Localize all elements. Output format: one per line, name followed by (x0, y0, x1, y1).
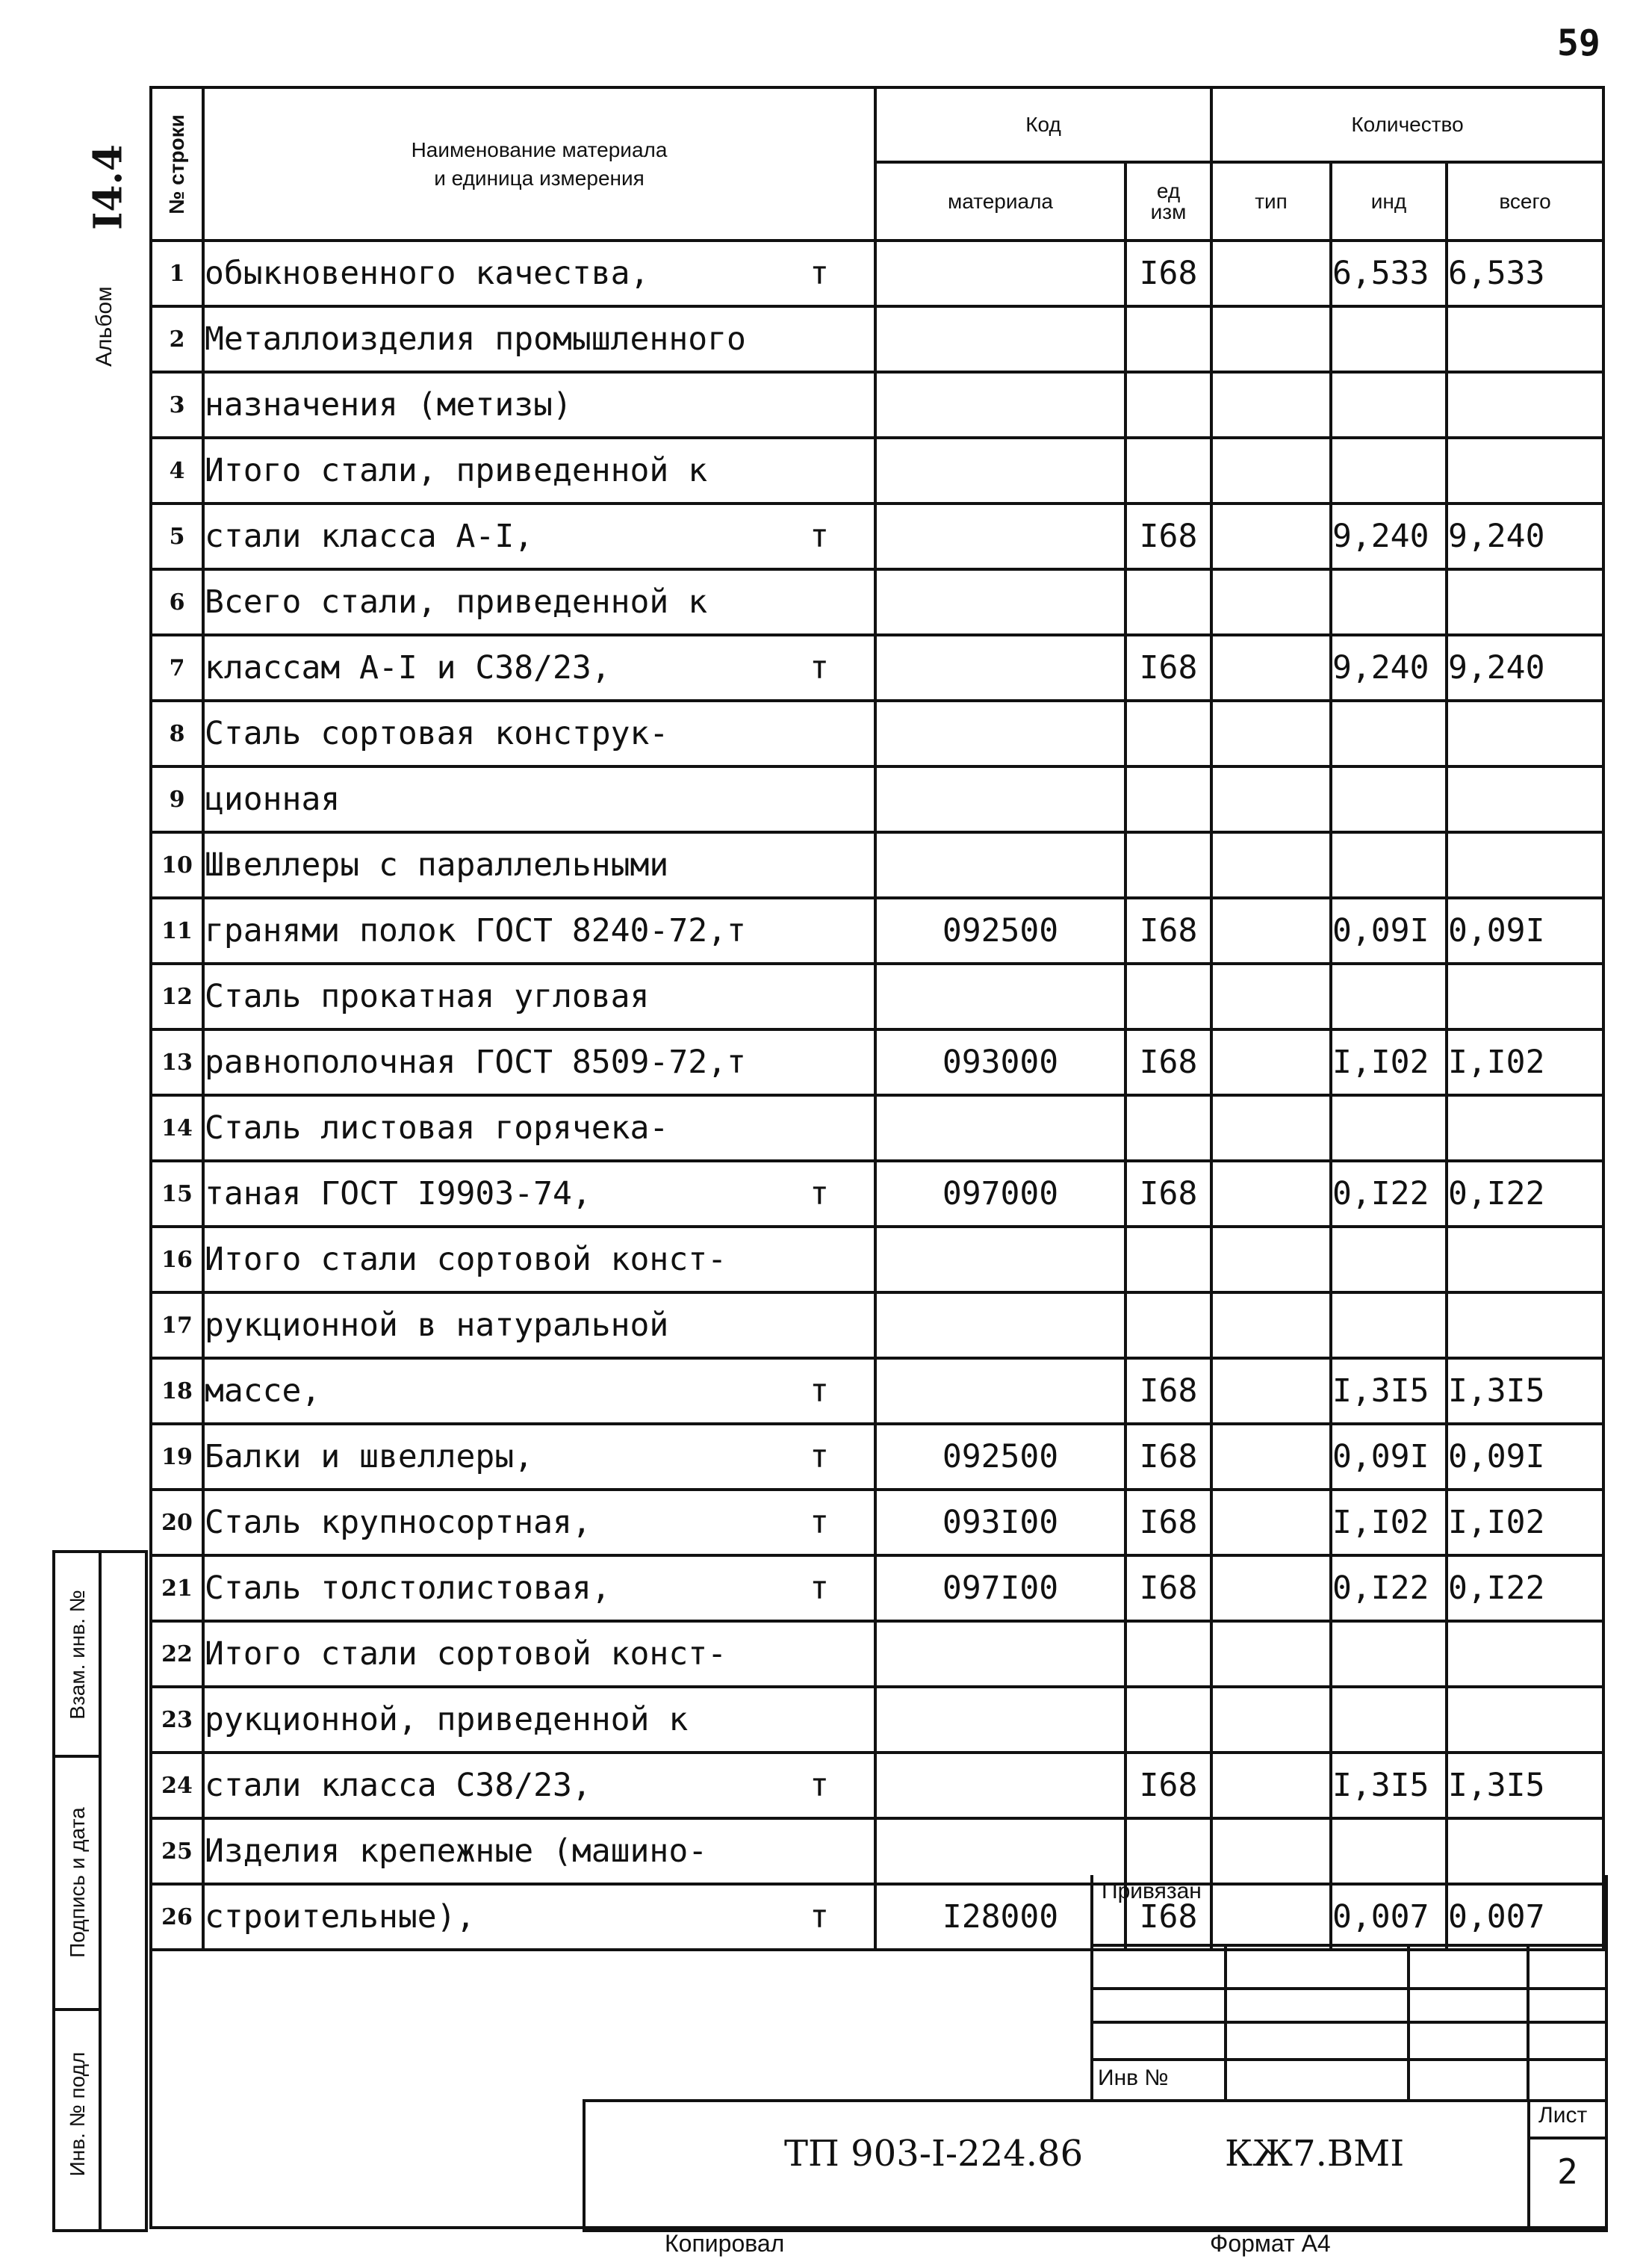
unit-code-cell: I68 (1125, 1358, 1211, 1424)
unit-code-cell (1125, 438, 1211, 504)
qty-type-cell (1211, 569, 1331, 635)
qty-total-cell (1447, 1687, 1603, 1753)
table-row (151, 1095, 1603, 1161)
qty-ind-cell (1331, 1292, 1447, 1358)
qty-total-cell: I,I02 (1447, 1490, 1603, 1555)
qty-type-cell (1211, 1029, 1331, 1095)
material-name-cell (203, 504, 875, 569)
material-name-cell (203, 964, 875, 1029)
qty-type-cell (1211, 1095, 1331, 1161)
qty-type-cell (1211, 1621, 1331, 1687)
material-name-text: Сталь прокатная угловая (205, 978, 650, 1015)
material-name-text: Всего стали, приведенной к (205, 583, 708, 621)
material-name-text: Итого стали, приведенной к (205, 452, 708, 489)
material-code-cell: 097I00 (875, 1555, 1125, 1621)
material-name-text: Швеллеры с параллельными (205, 846, 669, 884)
material-name-cell (203, 438, 875, 504)
material-code-cell (875, 1818, 1125, 1884)
table-row (151, 569, 1603, 635)
qty-total-cell (1447, 438, 1603, 504)
unit-code-cell (1125, 964, 1211, 1029)
row-number-cell: 3 (151, 372, 203, 438)
unit-code-cell: I68 (1125, 635, 1211, 701)
material-name-cell (203, 1029, 875, 1095)
table-row (151, 635, 1603, 701)
sidebar-signature-label: Подпись и дата (66, 1807, 89, 1958)
row-number-cell: 15 (151, 1161, 203, 1227)
qty-ind-cell (1331, 832, 1447, 898)
qty-type-cell (1211, 635, 1331, 701)
material-code-cell (875, 241, 1125, 306)
qty-ind-cell: 0,007 (1331, 1884, 1447, 1950)
row-number-cell: 26 (151, 1884, 203, 1950)
material-code-cell (875, 306, 1125, 372)
qty-ind-cell: 0,I22 (1331, 1161, 1447, 1227)
qty-total-cell: 6,533 (1447, 241, 1603, 306)
copied-by-label: Копировал (665, 2230, 785, 2257)
row-number-cell: 16 (151, 1227, 203, 1292)
material-code-cell: 092500 (875, 898, 1125, 964)
unit-text: т (810, 255, 829, 292)
row-number-cell: 10 (151, 832, 203, 898)
materials-table (149, 86, 1605, 1951)
table-row (151, 1687, 1603, 1753)
sidebar-inv-label: Инв. № подл (66, 2051, 89, 2177)
material-name-text: строительные), (205, 1898, 476, 1936)
document-mark: КЖ7.ВМI (1225, 2133, 1405, 2175)
qty-ind-cell (1331, 1621, 1447, 1687)
qty-total-cell: 9,240 (1447, 504, 1603, 569)
unit-code-cell (1125, 1687, 1211, 1753)
qty-ind-cell (1331, 1818, 1447, 1884)
qty-type-cell (1211, 1818, 1331, 1884)
material-name-text: стали класса С38/23, (205, 1767, 591, 1804)
unit-text: т (810, 1372, 829, 1410)
row-number-cell: 21 (151, 1555, 203, 1621)
material-name-text: ционная (205, 781, 341, 818)
qty-total-cell (1447, 1621, 1603, 1687)
material-name-text: рукционной, приведенной к (205, 1701, 689, 1738)
unit-text: т (810, 1898, 829, 1936)
unit-code-cell (1125, 306, 1211, 372)
unit-code-cell (1125, 1095, 1211, 1161)
material-name-cell (203, 1818, 875, 1884)
row-number-cell: 14 (151, 1095, 203, 1161)
qty-ind-cell: I,3I5 (1331, 1358, 1447, 1424)
qty-total-cell (1447, 1292, 1603, 1358)
qty-ind-cell (1331, 1687, 1447, 1753)
material-name-text: массе, (205, 1372, 321, 1410)
qty-type-cell (1211, 1227, 1331, 1292)
material-name-cell (203, 701, 875, 766)
qty-type-cell (1211, 306, 1331, 372)
qty-type-cell (1211, 1424, 1331, 1490)
material-name-cell (203, 1161, 875, 1227)
material-name-cell (203, 1687, 875, 1753)
material-code-cell (875, 832, 1125, 898)
qty-ind-cell (1331, 766, 1447, 832)
unit-code-cell: I68 (1125, 1753, 1211, 1818)
table-row (151, 438, 1603, 504)
material-code-cell (875, 964, 1125, 1029)
material-name-cell (203, 635, 875, 701)
qty-ind-header: инд (1331, 162, 1447, 241)
row-number-cell: 9 (151, 766, 203, 832)
format-label: Формат А4 (1210, 2230, 1331, 2257)
material-name-cell (203, 1358, 875, 1424)
row-number-cell: 7 (151, 635, 203, 701)
row-number-cell: 17 (151, 1292, 203, 1358)
qty-total-cell: 0,I22 (1447, 1555, 1603, 1621)
qty-total-cell: 0,09I (1447, 1424, 1603, 1490)
table-row (151, 701, 1603, 766)
unit-code-cell (1125, 569, 1211, 635)
table-row (151, 1029, 1603, 1095)
material-code-cell (875, 1753, 1125, 1818)
material-name-text: классам A-I и С38/23, (205, 649, 611, 687)
qty-type-cell (1211, 1358, 1331, 1424)
qty-type-header: тип (1211, 162, 1331, 241)
material-name-text: рукционной в натуральной (205, 1307, 669, 1344)
row-number-cell: 24 (151, 1753, 203, 1818)
qty-type-cell (1211, 1292, 1331, 1358)
qty-total-cell: I,I02 (1447, 1029, 1603, 1095)
qty-total-cell: 0,007 (1447, 1884, 1603, 1950)
qty-type-cell (1211, 964, 1331, 1029)
album-number: I4.4 (85, 144, 131, 230)
table-row (151, 1227, 1603, 1292)
qty-total-cell: 9,240 (1447, 635, 1603, 701)
unit-code-cell (1125, 701, 1211, 766)
material-code-cell (875, 1227, 1125, 1292)
code-group-header: Код (875, 87, 1211, 162)
row-number-cell: 4 (151, 438, 203, 504)
material-name-cell (203, 1490, 875, 1555)
qty-total-cell (1447, 569, 1603, 635)
row-number-cell: 18 (151, 1358, 203, 1424)
album-block (75, 120, 142, 366)
qty-total-cell (1447, 306, 1603, 372)
qty-total-cell: I,3I5 (1447, 1753, 1603, 1818)
material-name-cell (203, 372, 875, 438)
qty-ind-cell (1331, 701, 1447, 766)
qty-ind-cell: 0,09I (1331, 1424, 1447, 1490)
qty-type-cell (1211, 1753, 1331, 1818)
qty-type-cell (1211, 438, 1331, 504)
unit-text: т (810, 649, 829, 687)
unit-code-cell: I68 (1125, 1424, 1211, 1490)
material-name-cell (203, 832, 875, 898)
material-name-text: Итого стали сортовой конст- (205, 1635, 727, 1673)
row-number-cell: 25 (151, 1818, 203, 1884)
qty-type-cell (1211, 766, 1331, 832)
material-name-cell (203, 569, 875, 635)
material-code-cell (875, 569, 1125, 635)
unit-code-cell: I68 (1125, 241, 1211, 306)
material-name-cell (203, 1095, 875, 1161)
qty-ind-cell: 0,I22 (1331, 1555, 1447, 1621)
qty-ind-cell: I,3I5 (1331, 1753, 1447, 1818)
row-number-cell: 11 (151, 898, 203, 964)
unit-code-cell: I68 (1125, 1029, 1211, 1095)
unit-text: т (810, 1504, 829, 1541)
qty-ind-cell: 0,09I (1331, 898, 1447, 964)
unit-code-cell (1125, 1621, 1211, 1687)
row-number-cell: 13 (151, 1029, 203, 1095)
material-name-header (203, 87, 875, 241)
table-row (151, 241, 1603, 306)
material-name-text: гранями полок ГОСТ 8240-72,т (205, 912, 746, 949)
material-code-cell (875, 438, 1125, 504)
material-name-text: обыкновенного качества, (205, 255, 650, 292)
document-code: ТП 903-I-224.86 (784, 2133, 1084, 2175)
unit-code-cell (1125, 766, 1211, 832)
material-code-cell: 092500 (875, 1424, 1125, 1490)
unit-code-cell: I68 (1125, 1161, 1211, 1227)
material-code-cell (875, 1095, 1125, 1161)
table-row (151, 1621, 1603, 1687)
qty-total-cell: I,3I5 (1447, 1358, 1603, 1424)
row-number-cell: 19 (151, 1424, 203, 1490)
unit-code-cell: I68 (1125, 1490, 1211, 1555)
material-name-text: Изделия крепежные (машино- (205, 1832, 708, 1870)
row-number-cell: 2 (151, 306, 203, 372)
qty-type-cell (1211, 832, 1331, 898)
material-code-cell: I28000 (875, 1884, 1125, 1950)
code-unit-header-text: ед изм (1150, 179, 1187, 223)
row-number-cell: 5 (151, 504, 203, 569)
qty-ind-cell: 9,240 (1331, 504, 1447, 569)
row-number-cell: 8 (151, 701, 203, 766)
qty-type-cell (1211, 701, 1331, 766)
material-name-text: равнополочная ГОСТ 8509-72,т (205, 1044, 746, 1081)
material-name-text: Итого стали сортовой конст- (205, 1241, 727, 1278)
unit-code-cell (1125, 1227, 1211, 1292)
qty-type-cell (1211, 1161, 1331, 1227)
material-name-header-text: Наименование материала и единица измерения (411, 137, 668, 190)
bound-label: Привязан (1102, 1879, 1202, 1903)
qty-ind-cell: I,I02 (1331, 1029, 1447, 1095)
table-row (151, 372, 1603, 438)
table-row (151, 1490, 1603, 1555)
material-code-cell: 097000 (875, 1161, 1125, 1227)
table-row (151, 1358, 1603, 1424)
qty-type-cell (1211, 1687, 1331, 1753)
unit-text: т (810, 518, 829, 555)
material-code-cell (875, 1621, 1125, 1687)
material-name-cell (203, 1292, 875, 1358)
table-row (151, 1753, 1603, 1818)
qty-ind-cell: I,I02 (1331, 1490, 1447, 1555)
row-number-cell: 23 (151, 1687, 203, 1753)
qty-type-cell (1211, 1490, 1331, 1555)
table-row (151, 964, 1603, 1029)
material-name-cell (203, 1621, 875, 1687)
material-code-cell (875, 635, 1125, 701)
table-row (151, 504, 1603, 569)
material-name-text: стали класса A-I, (205, 518, 534, 555)
unit-code-cell: I68 (1125, 1884, 1211, 1950)
material-name-cell (203, 898, 875, 964)
qty-ind-cell (1331, 306, 1447, 372)
table-row (151, 306, 1603, 372)
material-name-text: Сталь листовая горячека- (205, 1109, 669, 1147)
material-name-text: назначения (метизы) (205, 386, 572, 424)
title-stamp (583, 2099, 1608, 2232)
sheet-number: 2 (1557, 2151, 1578, 2192)
material-code-cell (875, 504, 1125, 569)
material-name-cell (203, 1227, 875, 1292)
row-number-cell: 12 (151, 964, 203, 1029)
material-name-text: Металлоизделия промышленного (205, 320, 746, 358)
unit-code-cell (1125, 372, 1211, 438)
unit-text: т (810, 1175, 829, 1212)
unit-code-cell (1125, 1292, 1211, 1358)
table-row (151, 766, 1603, 832)
table-row (151, 898, 1603, 964)
qty-ind-cell (1331, 372, 1447, 438)
qty-type-cell (1211, 504, 1331, 569)
material-name-text: Балки и швеллеры, (205, 1438, 534, 1475)
qty-total-cell (1447, 832, 1603, 898)
qty-type-cell (1211, 372, 1331, 438)
table-row (151, 832, 1603, 898)
qty-ind-cell (1331, 569, 1447, 635)
table-row (151, 1818, 1603, 1884)
code-material-header: материала (875, 162, 1125, 241)
material-name-cell (203, 306, 875, 372)
material-name-text: таная ГОСТ I9903-74, (205, 1175, 591, 1212)
qty-ind-cell (1331, 438, 1447, 504)
material-name-cell (203, 1555, 875, 1621)
material-code-cell (875, 1292, 1125, 1358)
qty-ind-cell (1331, 964, 1447, 1029)
qty-ind-cell: 9,240 (1331, 635, 1447, 701)
qty-total-cell (1447, 1818, 1603, 1884)
qty-type-cell (1211, 898, 1331, 964)
table-row (151, 1161, 1603, 1227)
unit-text: т (810, 1438, 829, 1475)
qty-type-cell (1211, 241, 1331, 306)
material-code-cell (875, 372, 1125, 438)
row-number-cell: 22 (151, 1621, 203, 1687)
unit-code-cell (1125, 1818, 1211, 1884)
material-code-cell: 093I00 (875, 1490, 1125, 1555)
qty-ind-cell (1331, 1227, 1447, 1292)
qty-total-header: всего (1447, 162, 1603, 241)
material-code-cell: 093000 (875, 1029, 1125, 1095)
material-name-cell (203, 241, 875, 306)
table-row (151, 1555, 1603, 1621)
row-number-header: № строки (151, 87, 203, 241)
unit-text: т (810, 1767, 829, 1804)
table-row (151, 1292, 1603, 1358)
sidebar-stamp (52, 1550, 148, 2232)
row-number-cell: 6 (151, 569, 203, 635)
qty-total-cell (1447, 964, 1603, 1029)
qty-ind-cell: 6,533 (1331, 241, 1447, 306)
unit-code-cell: I68 (1125, 898, 1211, 964)
qty-total-cell (1447, 1095, 1603, 1161)
material-name-text: Сталь сортовая конструк- (205, 715, 669, 752)
page-number: 59 (1557, 22, 1600, 64)
table-row (151, 1424, 1603, 1490)
qty-total-cell: 0,I22 (1447, 1161, 1603, 1227)
unit-code-cell (1125, 832, 1211, 898)
material-code-cell (875, 1358, 1125, 1424)
unit-code-cell: I68 (1125, 504, 1211, 569)
code-unit-header (1125, 162, 1211, 241)
unit-text: т (810, 1570, 829, 1607)
material-name-cell (203, 1753, 875, 1818)
row-number-cell: 20 (151, 1490, 203, 1555)
material-name-cell (203, 766, 875, 832)
unit-code-cell: I68 (1125, 1555, 1211, 1621)
qty-ind-cell (1331, 1095, 1447, 1161)
album-label: Альбом (92, 286, 117, 367)
qty-type-cell (1211, 1555, 1331, 1621)
qty-total-cell (1447, 701, 1603, 766)
row-number-cell: 1 (151, 241, 203, 306)
material-code-cell (875, 701, 1125, 766)
inventory-label: Инв № (1098, 2066, 1169, 2090)
material-name-cell (203, 1424, 875, 1490)
material-name-text: Сталь толстолистовая, (205, 1570, 611, 1607)
quantity-group-header: Количество (1211, 87, 1603, 162)
qty-total-cell (1447, 1227, 1603, 1292)
sheet-label: Лист (1538, 2103, 1588, 2128)
material-code-cell (875, 766, 1125, 832)
material-code-cell (875, 1687, 1125, 1753)
qty-total-cell (1447, 372, 1603, 438)
qty-total-cell: 0,09I (1447, 898, 1603, 964)
material-name-text: Сталь крупносортная, (205, 1504, 591, 1541)
qty-total-cell (1447, 766, 1603, 832)
sidebar-vzam-label: Взам. инв. № (66, 1590, 89, 1720)
